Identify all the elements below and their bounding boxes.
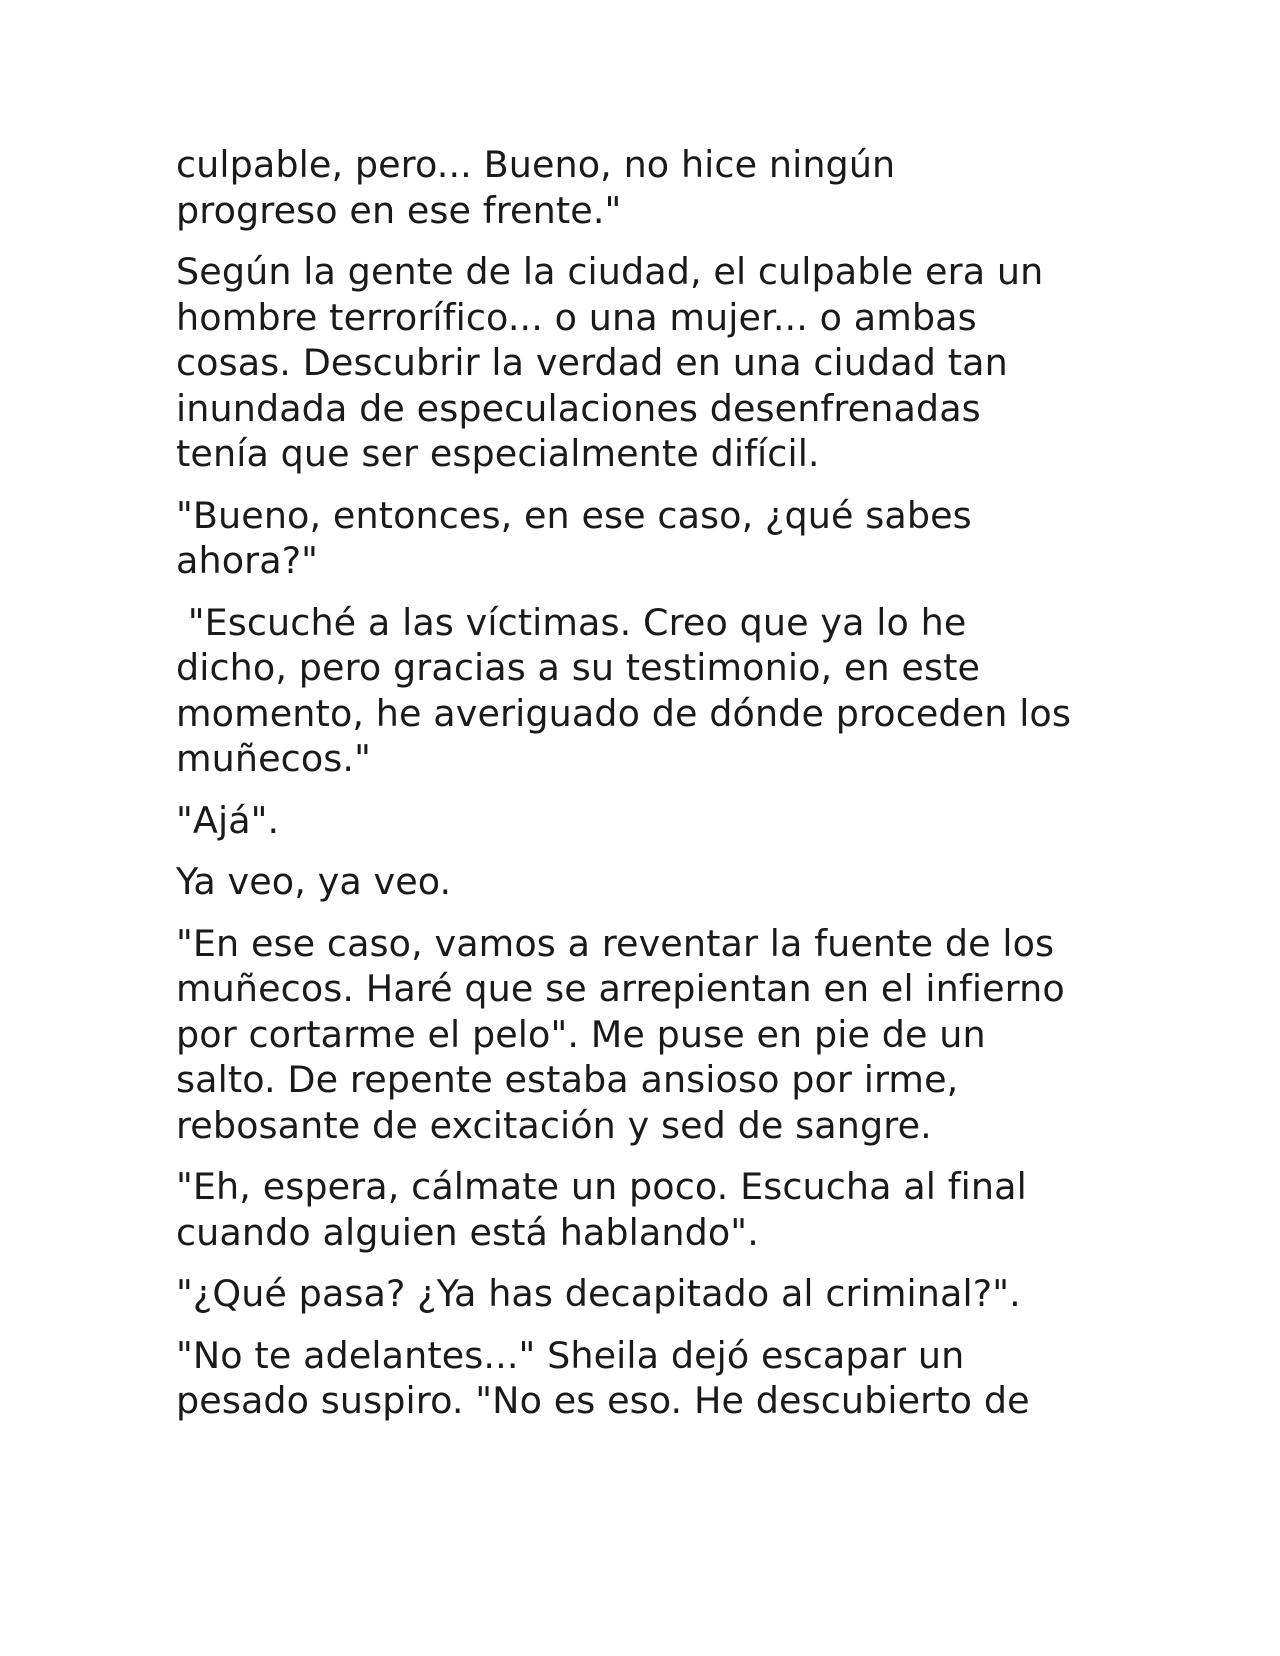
paragraph: "Eh, espera, cálmate un poco. Escucha al final cuando alguien está hablando". bbox=[176, 1165, 1027, 1254]
paragraph: "¿Qué pasa? ¿Ya has decapitado al criminal?". bbox=[176, 1272, 1021, 1315]
paragraph: "Bueno, entonces, en ese caso, ¿qué sabes ahora?" bbox=[176, 493, 972, 582]
paragraph: "Ajá". bbox=[176, 798, 280, 842]
paragraph: Ya veo, ya veo. bbox=[176, 860, 452, 903]
body-text bbox=[176, 142, 1116, 1440]
paragraph: Según la gente de la ciudad, el culpable era un hombre terrorífico... o una mujer... o ambas cosas. Descubrir la verdad en una ciudad tan inundada de especulaciones desenfrenadas tenía que ser especialmente difícil. bbox=[176, 250, 1044, 475]
paragraph: "Escuché a las víctimas. Creo que ya lo he dicho, pero gracias a su testimonio, en este momento, he averiguado de dónde proceden los muñecos." bbox=[176, 600, 1071, 780]
paragraph: "En ese caso, vamos a reventar la fuente de los muñecos. Haré que se arrepientan en el infierno por cortarme el pelo". Me puse en pie de un salto. De repente estaba ansioso por irme, rebosante de excitación y sed de sangre. bbox=[176, 921, 1065, 1147]
paragraph: "No te adelantes..." Sheila dejó escapar un pesado suspiro. "No es eso. He descubierto de bbox=[176, 1333, 1030, 1422]
paragraph: culpable, pero... Bueno, no hice ningún progreso en ese frente." bbox=[176, 143, 896, 232]
